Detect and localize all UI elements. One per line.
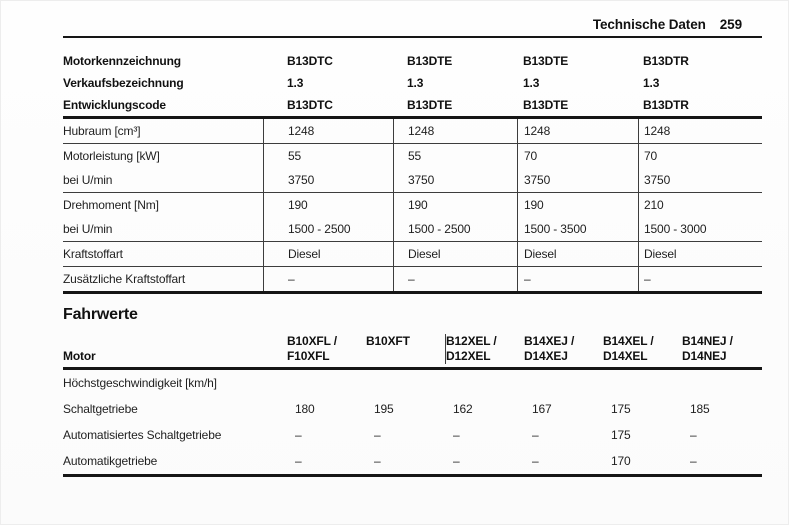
cell-value: 175	[611, 402, 631, 416]
table-row-group	[63, 266, 762, 291]
header-line-1: B14NEJ /	[682, 334, 733, 348]
table-row	[63, 370, 762, 396]
column-header	[603, 334, 682, 364]
column-header	[366, 334, 445, 364]
cell-value: B13DTE	[523, 54, 569, 68]
table-row	[63, 144, 762, 168]
table-row	[63, 422, 762, 448]
cell-value: 175	[611, 428, 631, 442]
cell-value: –	[393, 267, 517, 291]
cell-value: Diesel	[638, 242, 762, 266]
cell-value: –	[374, 454, 381, 468]
cell-value: 1.3	[523, 76, 540, 90]
cell-value: –	[690, 428, 697, 442]
row-label: Motorleistung [kW]	[63, 149, 160, 163]
cell-value: 180	[295, 402, 315, 416]
cell-value: 190	[393, 193, 517, 217]
motor-header-cell	[63, 334, 287, 364]
header-line-1: B14XEJ /	[524, 334, 575, 348]
table-row	[63, 267, 762, 291]
cell-value: Diesel	[517, 242, 638, 266]
motor-header-label: Motor	[63, 349, 96, 363]
perf-table-head	[63, 334, 762, 370]
cell-value: 3750	[638, 168, 762, 192]
cell-value: 1.3	[407, 76, 424, 90]
cell-value: –	[517, 267, 638, 291]
row-label: Entwicklungscode	[63, 98, 166, 112]
header-line-1: B14XEL /	[603, 334, 654, 348]
cell-value: B13DTR	[643, 54, 689, 68]
row-label: Drehmoment [Nm]	[63, 198, 159, 212]
table-row	[63, 217, 762, 241]
page-header	[63, 1, 762, 38]
cell-value: –	[690, 454, 697, 468]
cell-value: 3750	[517, 168, 638, 192]
header-line-1: B10XFT	[366, 334, 410, 348]
cell-value: 3750	[263, 168, 393, 192]
cell-value: Diesel	[263, 242, 393, 266]
table-row	[63, 72, 762, 94]
cell-value: –	[295, 454, 302, 468]
table-row	[63, 448, 762, 474]
cell-value: –	[453, 454, 460, 468]
cell-value: Diesel	[393, 242, 517, 266]
page-number: 259	[719, 17, 742, 32]
row-label: bei U/min	[63, 222, 113, 236]
cell-value: 55	[393, 144, 517, 168]
cell-value: –	[532, 428, 539, 442]
cell-value: 1248	[393, 119, 517, 143]
table-row	[63, 119, 762, 143]
column-header	[524, 334, 603, 364]
row-label: Verkaufsbezeichnung	[63, 76, 184, 90]
table-row	[63, 396, 762, 422]
column-header	[287, 334, 366, 364]
column-header	[682, 334, 762, 364]
engine-spec-table	[63, 50, 762, 294]
cell-value: –	[295, 428, 302, 442]
table-row	[63, 168, 762, 192]
cell-value: B13DTC	[287, 54, 333, 68]
header-line-2: D14XEJ	[524, 349, 568, 363]
cell-value: 1500 - 3500	[517, 217, 638, 241]
cell-value: 170	[611, 454, 631, 468]
column-header	[445, 334, 524, 364]
cell-value: 190	[263, 193, 393, 217]
table-row-group	[63, 192, 762, 241]
header-line-1	[63, 334, 287, 349]
cell-value: 1500 - 2500	[393, 217, 517, 241]
cell-value: B13DTC	[287, 98, 333, 112]
cell-value: 70	[517, 144, 638, 168]
cell-value: 190	[517, 193, 638, 217]
row-label: Automatikgetriebe	[63, 454, 158, 468]
cell-value: B13DTE	[407, 54, 453, 68]
cell-value: 167	[532, 402, 552, 416]
cell-value: –	[374, 428, 381, 442]
table-row	[63, 193, 762, 217]
cell-value: –	[453, 428, 460, 442]
cell-value: 210	[638, 193, 762, 217]
page-title: Technische Daten	[592, 17, 706, 32]
cell-value: 1.3	[287, 76, 304, 90]
table-row-group	[63, 143, 762, 192]
performance-table	[63, 334, 762, 477]
table-row	[63, 50, 762, 72]
cell-value: 55	[263, 144, 393, 168]
header-line-2: D14NEJ	[682, 349, 727, 363]
row-label: Schaltgetriebe	[63, 402, 138, 416]
cell-value: 3750	[393, 168, 517, 192]
page-content	[63, 1, 762, 477]
header-line-1: B10XFL /	[287, 334, 337, 348]
table-row	[63, 94, 762, 116]
table-row-group	[63, 119, 762, 143]
cell-value: 1248	[263, 119, 393, 143]
cell-value: 1.3	[643, 76, 660, 90]
row-label: Motorkennzeichnung	[63, 54, 181, 68]
cell-value: –	[638, 267, 762, 291]
header-line-2: D12XEL	[446, 349, 491, 363]
perf-table-body	[63, 370, 762, 477]
cell-value: 1500 - 3000	[638, 217, 762, 241]
section-title-fahrwerte: Fahrwerte	[63, 306, 138, 323]
cell-value: –	[263, 267, 393, 291]
engine-table-head	[63, 50, 762, 116]
table-row	[63, 242, 762, 266]
row-label: Kraftstoffart	[63, 247, 123, 261]
cell-value: 1248	[517, 119, 638, 143]
row-label: Zusätzliche Kraftstoffart	[63, 272, 186, 286]
row-label: Hubraum [cm³]	[63, 124, 141, 138]
cell-value: B13DTR	[643, 98, 689, 112]
row-label: Automatisiertes Schaltgetriebe	[63, 428, 222, 442]
cell-value: –	[532, 454, 539, 468]
cell-value: B13DTE	[523, 98, 569, 112]
header-line-2: F10XFL	[287, 349, 330, 363]
engine-table-body	[63, 116, 762, 294]
header-line-1: B12XEL /	[446, 334, 497, 348]
cell-value: 70	[638, 144, 762, 168]
header-line-2: D14XEL	[603, 349, 648, 363]
cell-value: 162	[453, 402, 473, 416]
cell-value: 195	[374, 402, 394, 416]
cell-value: 185	[690, 402, 710, 416]
row-label: bei U/min	[63, 173, 113, 187]
cell-value: 1248	[638, 119, 762, 143]
header-line-2	[366, 349, 445, 364]
table-row-group	[63, 241, 762, 266]
cell-value: B13DTE	[407, 98, 453, 112]
row-label: Höchstgeschwindigkeit [km/h]	[63, 376, 217, 390]
cell-value: 1500 - 2500	[263, 217, 393, 241]
